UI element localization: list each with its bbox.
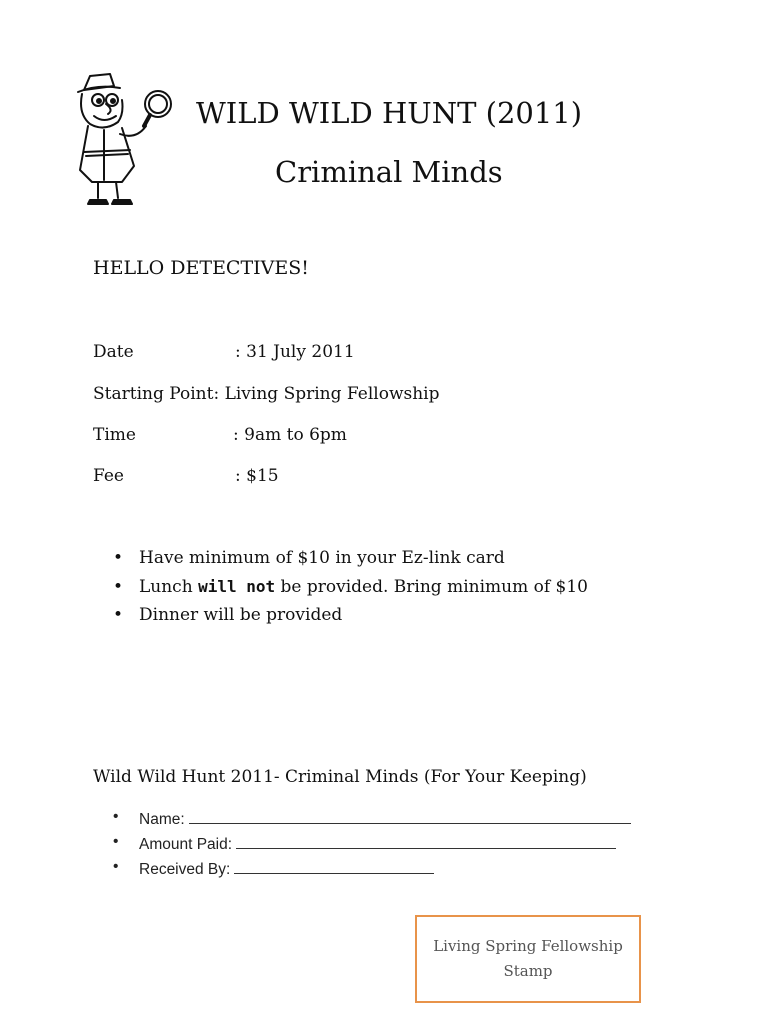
info-row-date (93, 342, 355, 362)
bullet-icon: • (113, 576, 124, 597)
bullet-icon: • (113, 808, 119, 825)
field-label: Name: (139, 811, 185, 828)
name-blank-line (189, 808, 631, 824)
info-row-fee (93, 466, 279, 486)
bullet-icon: • (113, 548, 124, 568)
list-item: • Dinner will be provided (113, 605, 343, 625)
info-value: : $15 (235, 466, 279, 486)
info-label: Time (93, 425, 136, 445)
detective-magnifier-icon (70, 70, 180, 210)
amount-blank-line (236, 833, 616, 849)
form-field-name (113, 808, 631, 833)
info-label: Date (93, 342, 134, 362)
received-blank-line (234, 858, 434, 874)
info-row-starting-point (93, 384, 440, 404)
stamp-line-2: Stamp (503, 962, 553, 980)
receipt-form (113, 808, 631, 883)
page-subtitle: Criminal Minds (275, 155, 503, 189)
list-item: • Have minimum of $10 in your Ez-link card (113, 548, 505, 568)
list-item: • Lunch will not be provided. Bring minimum of $10 (113, 576, 588, 597)
info-label: Starting Point (93, 384, 214, 404)
bullet-icon: • (113, 605, 124, 625)
keeping-title: Wild Wild Hunt 2011- Criminal Minds (For Your Keeping) (93, 767, 587, 787)
stamp-box (415, 915, 641, 1003)
info-value: : 31 July 2011 (235, 342, 355, 362)
bullet-icon: • (113, 858, 119, 875)
form-field-received-by (113, 858, 631, 883)
form-field-amount-paid (113, 833, 631, 858)
info-value: : 9am to 6pm (233, 425, 347, 445)
stamp-line-1: Living Spring Fellowship (433, 937, 623, 955)
page-title: WILD WILD HUNT (2011) (196, 96, 583, 130)
info-label: Fee (93, 466, 124, 486)
info-row-time (93, 425, 347, 445)
field-label: Received By: (139, 861, 231, 878)
info-value: : Living Spring Fellowship (213, 384, 440, 404)
emphasis-text: will not (198, 576, 276, 596)
field-label: Amount Paid: (139, 836, 233, 853)
bullet-icon: • (113, 833, 119, 850)
greeting: HELLO DETECTIVES! (93, 257, 309, 279)
notes-list (113, 548, 588, 634)
